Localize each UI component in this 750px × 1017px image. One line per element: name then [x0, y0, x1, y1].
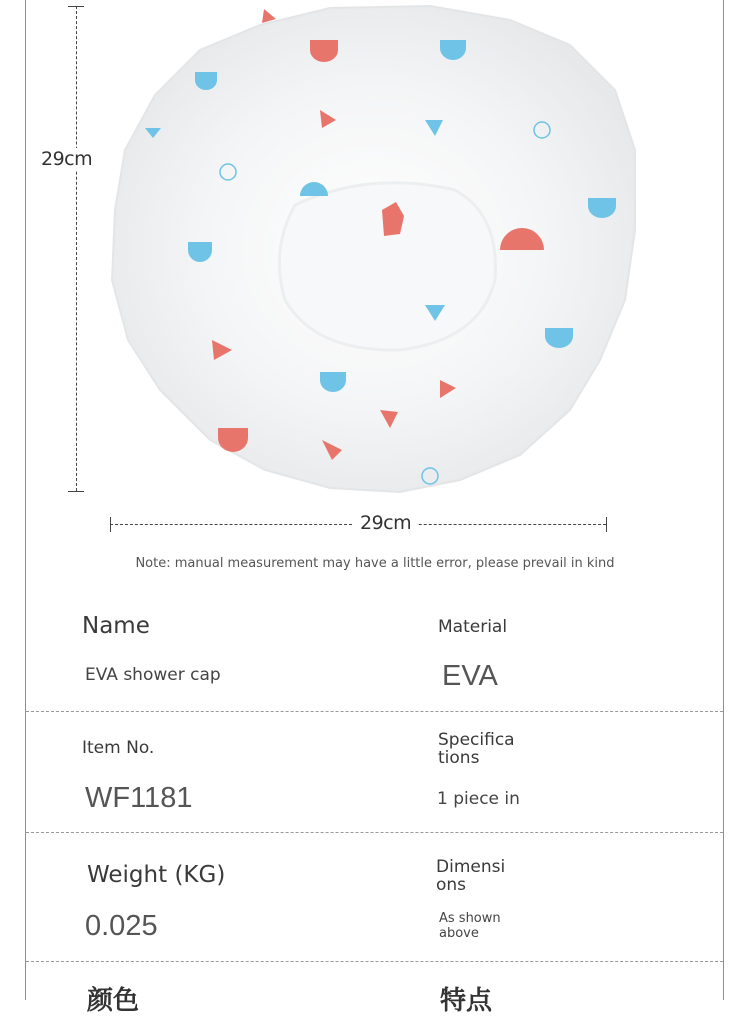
width-line-right-cap [606, 517, 607, 532]
name-label: Name [82, 613, 150, 639]
page-border-right [723, 0, 724, 1000]
row-divider-2 [26, 832, 723, 833]
height-line-bottom-cap [68, 491, 84, 492]
weight-value: 0.025 [85, 910, 158, 942]
name-value: EVA shower cap [85, 665, 221, 685]
page-border-left [25, 0, 26, 1000]
material-label: Material [438, 617, 508, 637]
shower-cap-image [100, 0, 645, 500]
row-divider-1 [26, 711, 723, 712]
dimensions-label: Dimensi ons [436, 857, 506, 895]
specifications-label: Specifica tions [438, 730, 515, 768]
measurement-note: Note: manual measurement may have a little error, please prevail in kind [135, 556, 615, 571]
width-label: 29cm [354, 512, 417, 534]
width-line-left-cap [110, 517, 111, 532]
height-label: 29cm [41, 148, 93, 170]
feature-label: 特点 [440, 986, 493, 1016]
weight-label: Weight (KG) [87, 862, 226, 888]
specifications-value: 1 piece in [437, 789, 520, 809]
item-no-label: Item No. [82, 738, 155, 758]
item-no-value: WF1181 [85, 782, 193, 814]
height-dimension-line [76, 6, 77, 491]
color-label: 颜色 [87, 986, 140, 1016]
height-line-top-cap [68, 6, 84, 7]
material-value: EVA [442, 660, 498, 692]
row-divider-3 [26, 961, 723, 962]
dimensions-value: As shown above [439, 911, 501, 941]
